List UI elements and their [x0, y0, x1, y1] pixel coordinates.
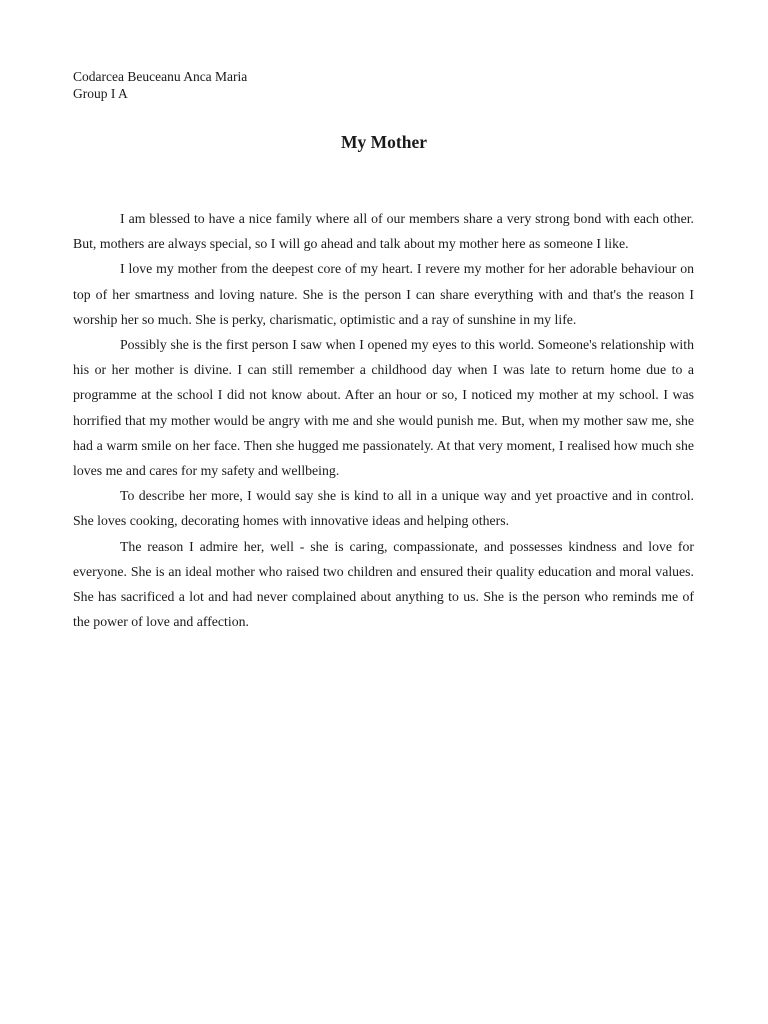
document-title: My Mother	[340, 132, 427, 152]
group-label: Group I A	[73, 86, 128, 101]
author-name: Codarcea Beuceanu Anca Maria	[73, 69, 248, 84]
author-info	[73, 68, 247, 102]
paragraph-3: Possibly she is the first person I saw when I opened my eyes to this world. Someone's relationship with his or her mother is divine. I can still remember a childhood day when I was late to return home due to a programme at the school I did not know about. After an hour or so, I noticed my mother at my school. I was horrified that my mother would be angry with me and she would punish me. But, when my mother saw me, she had a warm smile on her face. Then she hugged me passionately. At that very moment, I realised how much she loves me and cares for my safety and wellbeing.	[73, 337, 694, 479]
paragraph-5: The reason I admire her, well - she is caring, compassionate, and possesses kindness and love for everyone. She is an ideal mother who raised two children and ensured their quality education and moral values. She has sacrificed a lot and had never complained about anything to us. She is the person who reminds me of the power of love and affection.	[73, 538, 694, 630]
paragraph-2: I love my mother from the deepest core of my heart. I revere my mother for her adorable behaviour on top of her smartness and loving nature. She is the person I can share everything with and that's the reason I worship her so much. She is perky, charismatic, optimistic and a ray of sunshine in my life.	[73, 261, 694, 327]
paragraph-4: To describe her more, I would say she is kind to all in a unique way and yet proactive and in control. She loves cooking, decorating homes with innovative ideas and helping others.	[73, 488, 694, 529]
essay-body	[73, 206, 694, 634]
paragraph-1: I am blessed to have a nice family where all of our members share a very strong bond with each other. But, mothers are always special, so I will go ahead and talk about my mother here as someone I like.	[73, 211, 694, 252]
